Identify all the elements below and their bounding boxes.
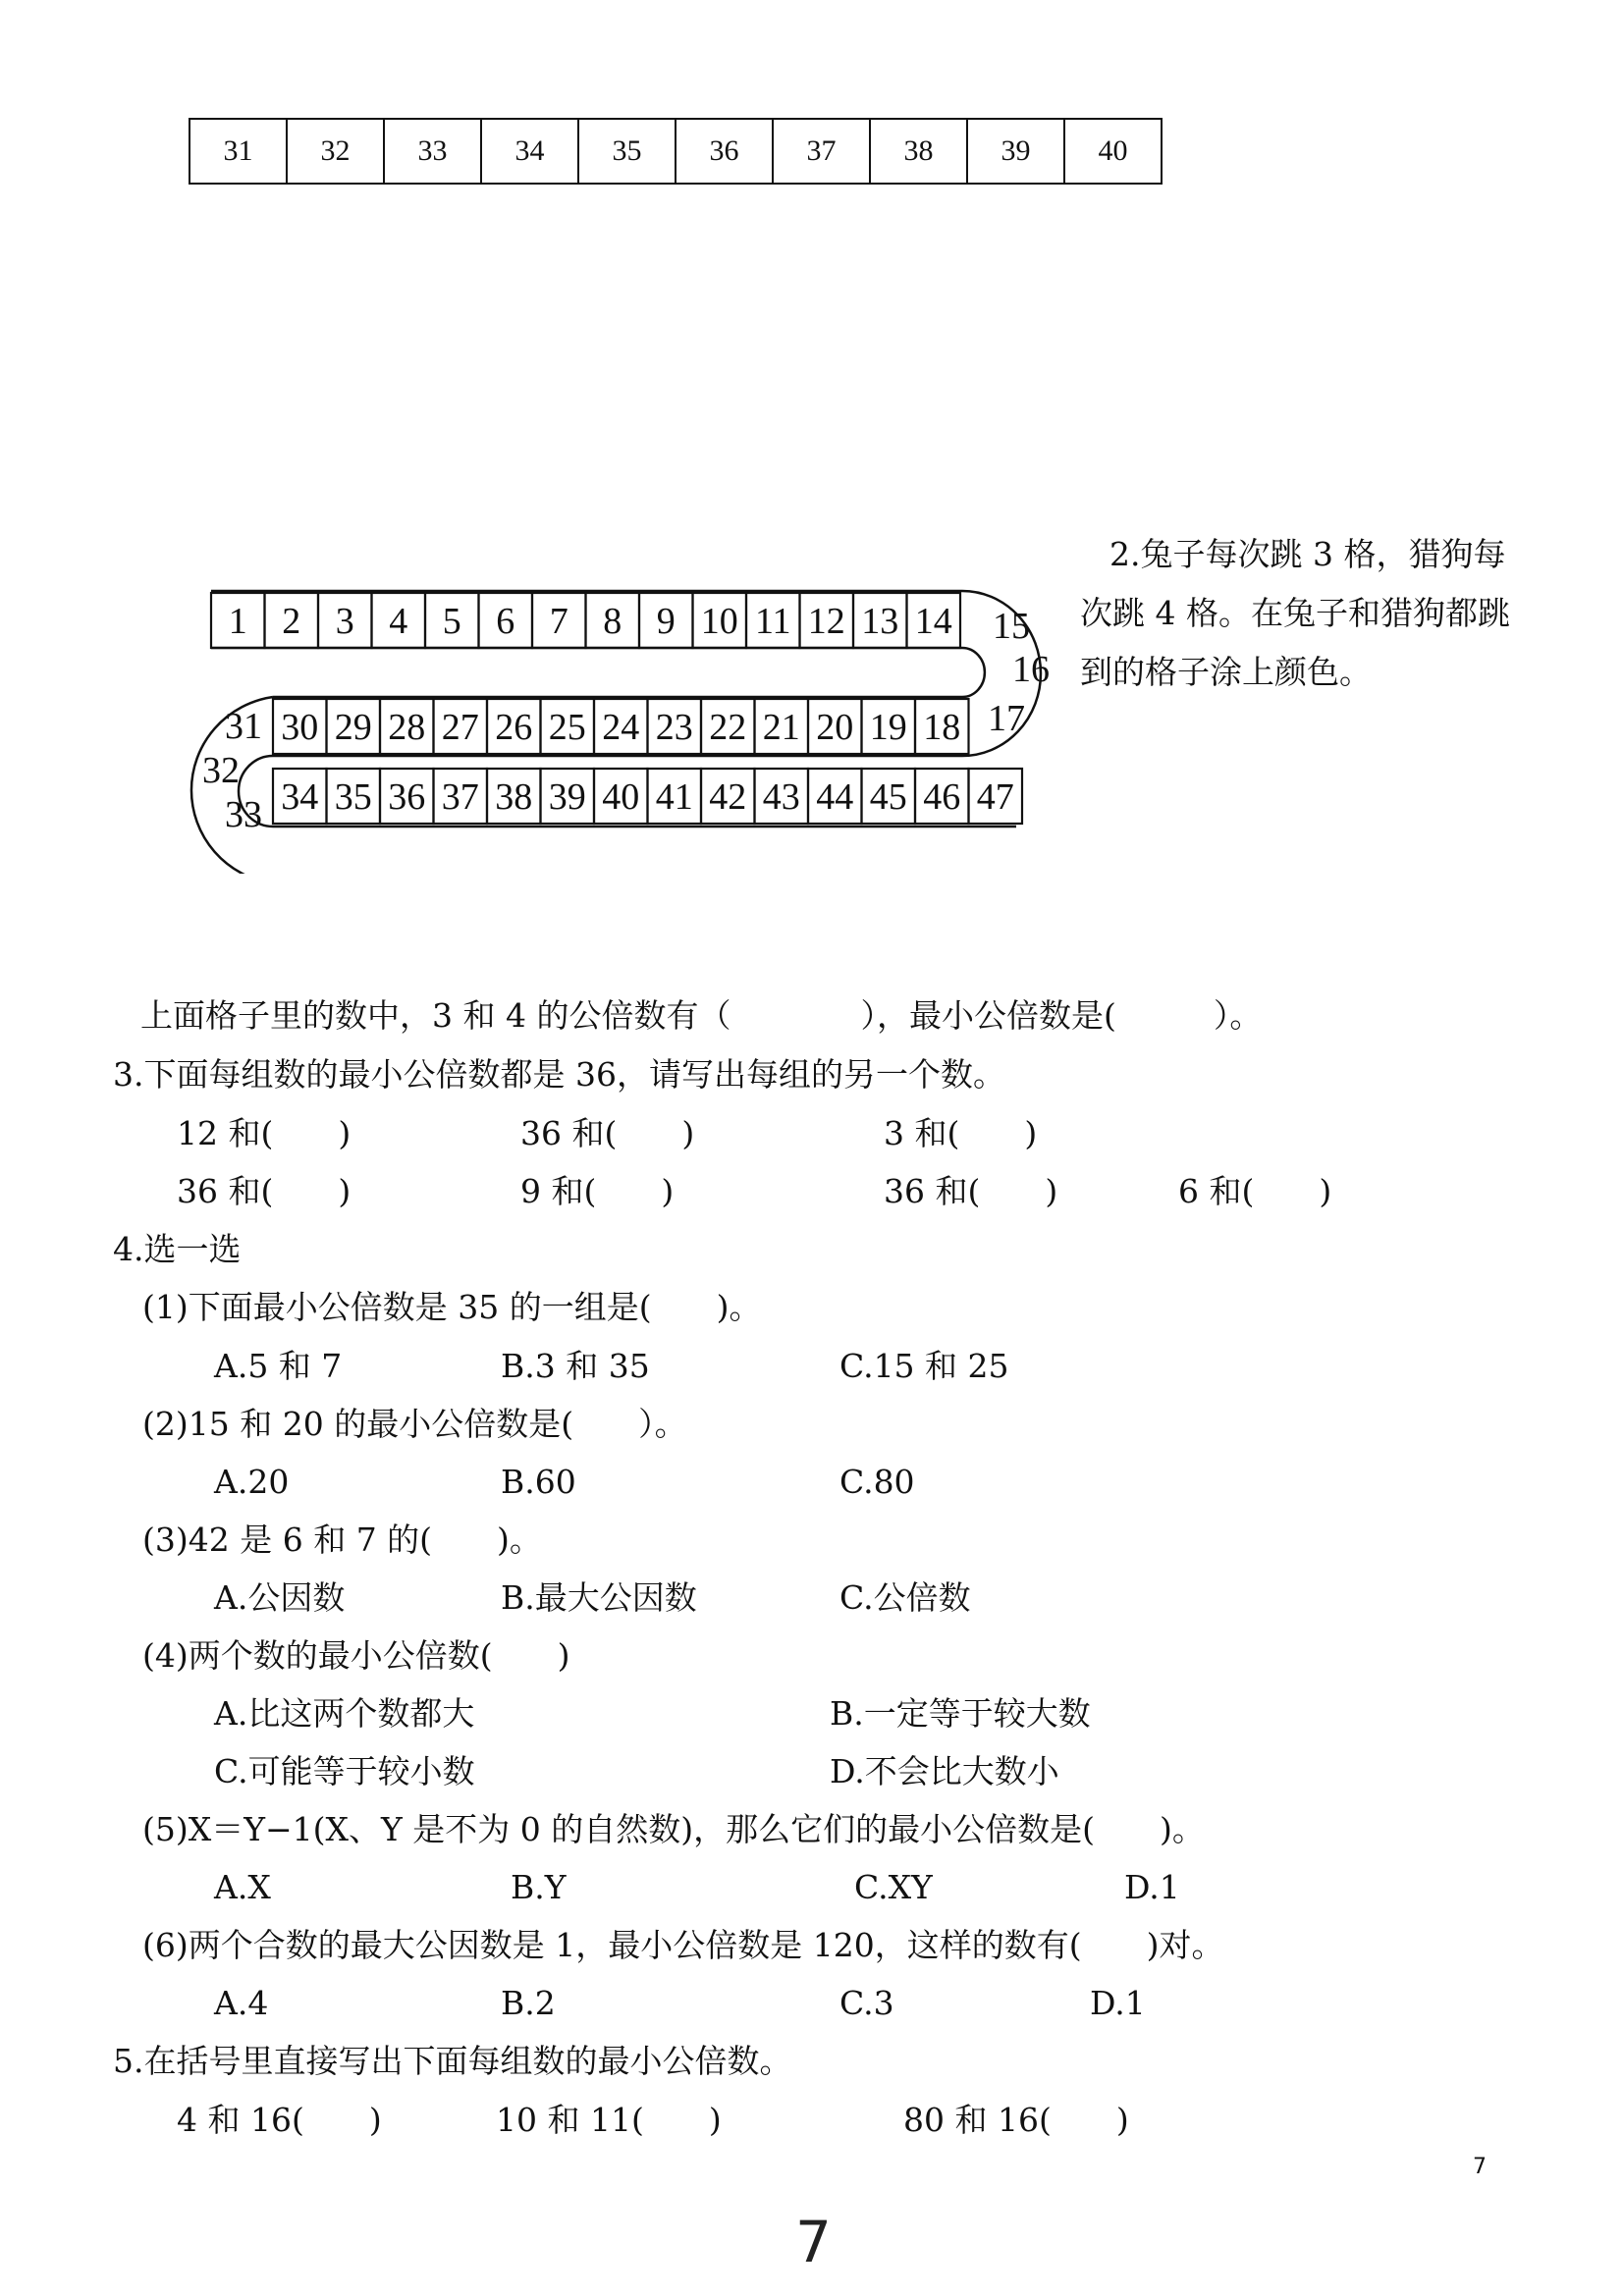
table-cell: 33 bbox=[385, 120, 482, 183]
page-number-large: 7 bbox=[795, 2209, 832, 2275]
board-cell: 10 bbox=[700, 601, 738, 642]
board-cell: 24 bbox=[602, 707, 640, 748]
q4-option: B.Y bbox=[511, 1868, 567, 1906]
table-cell: 37 bbox=[774, 120, 871, 183]
q3-item: 3 和( ) bbox=[884, 1114, 1038, 1152]
board-cell: 43 bbox=[762, 776, 800, 818]
board-cell: 44 bbox=[816, 776, 854, 818]
q4-option: A.5 和 7 bbox=[214, 1347, 343, 1385]
board-cell: 8 bbox=[603, 601, 622, 642]
board-turn-cell: 15 bbox=[993, 606, 1030, 647]
board-cell: 38 bbox=[495, 776, 533, 818]
board-cell: 20 bbox=[816, 707, 854, 748]
q4-question: (6)两个合数的最大公因数是 1，最小公倍数是 120，这样的数有( )对。 bbox=[142, 1926, 1224, 1964]
q5-title: 5.在括号里直接写出下面每组数的最小公倍数。 bbox=[113, 2042, 792, 2080]
board-cell: 41 bbox=[655, 776, 693, 818]
board-cell: 22 bbox=[709, 707, 747, 748]
board-cell: 39 bbox=[548, 776, 586, 818]
table-cell: 40 bbox=[1098, 134, 1128, 167]
board-cell: 14 bbox=[914, 601, 952, 642]
q4-question: (5)X＝Y−1(X、Y 是不为 0 的自然数)，那么它们的最小公倍数是( )。 bbox=[142, 1810, 1205, 1848]
q4-question: (3)42 是 6 和 7 的( )。 bbox=[142, 1521, 542, 1559]
q4-option: B.3 和 35 bbox=[501, 1347, 650, 1385]
board-cell: 36 bbox=[388, 776, 426, 818]
q4-option: A.20 bbox=[214, 1463, 290, 1501]
board-cell: 7 bbox=[549, 601, 568, 642]
board-cell: 6 bbox=[496, 601, 515, 642]
board-cell: 27 bbox=[441, 707, 479, 748]
q4-option: C.可能等于较小数 bbox=[214, 1752, 475, 1790]
q3-item: 6 和( ) bbox=[1178, 1172, 1332, 1210]
board-cell: 37 bbox=[441, 776, 479, 818]
q3-item: 36 和( ) bbox=[884, 1172, 1058, 1210]
q2-line1: 2.兔子每次跳 3 格，猎狗每 bbox=[1109, 535, 1506, 573]
q4-option: A.X bbox=[214, 1868, 271, 1906]
table-cell: 39 bbox=[968, 120, 1065, 183]
board-cell: 35 bbox=[334, 776, 372, 818]
q5-item: 80 和 16( ) bbox=[903, 2101, 1129, 2139]
board-cell: 4 bbox=[389, 601, 408, 642]
board-turn-cell: 17 bbox=[988, 698, 1025, 739]
q4-question: (2)15 和 20 的最小公倍数是( ）。 bbox=[142, 1405, 687, 1443]
board-cell: 46 bbox=[923, 776, 961, 818]
q4-option: D.1 bbox=[1090, 1984, 1146, 2022]
q4-title: 4.选一选 bbox=[113, 1230, 242, 1268]
board-turn-cell: 33 bbox=[225, 794, 262, 835]
q5-item: 10 和 11( ) bbox=[496, 2101, 722, 2139]
q4-option: C.XY bbox=[854, 1868, 933, 1906]
q3-item: 36 和( ) bbox=[177, 1172, 352, 1210]
snake-board bbox=[187, 579, 1051, 874]
board-cell: 2 bbox=[282, 601, 301, 642]
q4-option: A.公因数 bbox=[214, 1578, 346, 1617]
board-cell: 1 bbox=[228, 601, 247, 642]
table-cell: 35 bbox=[579, 120, 676, 183]
board-turn-cell: 31 bbox=[225, 706, 262, 747]
board-cells bbox=[202, 593, 1050, 835]
table-cell: 31 bbox=[190, 120, 288, 183]
q4-option: C.3 bbox=[839, 1984, 894, 2022]
board-cell: 11 bbox=[754, 601, 791, 642]
q4-option: B.60 bbox=[501, 1463, 576, 1501]
board-cell: 34 bbox=[281, 776, 319, 818]
board-cell: 25 bbox=[548, 707, 586, 748]
board-cell: 29 bbox=[334, 707, 372, 748]
table-cell: 34 bbox=[482, 120, 579, 183]
board-cell: 30 bbox=[281, 707, 319, 748]
q3-item: 9 和( ) bbox=[520, 1172, 675, 1210]
board-cell: 45 bbox=[869, 776, 907, 818]
board-cell: 19 bbox=[869, 707, 907, 748]
page-number-small: 7 bbox=[1473, 2155, 1487, 2179]
board-cell: 18 bbox=[923, 707, 961, 748]
table-cell: 38 bbox=[871, 120, 968, 183]
board-cell: 3 bbox=[335, 601, 354, 642]
board-cell: 23 bbox=[655, 707, 693, 748]
board-turn-cell: 32 bbox=[202, 750, 240, 791]
q4-option: C.15 和 25 bbox=[839, 1347, 1009, 1385]
table-cell: 36 bbox=[676, 120, 774, 183]
board-turn-cell: 16 bbox=[1012, 649, 1050, 690]
q4-option: D.1 bbox=[1124, 1868, 1180, 1906]
q3-title: 3.下面每组数的最小公倍数都是 36，请写出每组的另一个数。 bbox=[113, 1055, 1005, 1094]
q2-followup: 上面格子里的数中，3 和 4 的公倍数有（ ），最小公倍数是( ）。 bbox=[140, 996, 1263, 1035]
q2-line2: 次跳 4 格。在兔子和猎狗都跳 bbox=[1080, 594, 1510, 632]
q5-item: 4 和 16( ) bbox=[177, 2101, 382, 2139]
board-cell: 47 bbox=[976, 776, 1014, 818]
q4-option: C.公倍数 bbox=[839, 1578, 971, 1617]
board-cell: 40 bbox=[602, 776, 640, 818]
board-cell: 21 bbox=[762, 707, 800, 748]
board-cell: 5 bbox=[442, 601, 461, 642]
q3-item: 36 和( ) bbox=[520, 1114, 695, 1152]
q4-question: (1)下面最小公倍数是 35 的一组是( )。 bbox=[142, 1288, 762, 1326]
board-cell: 26 bbox=[495, 707, 533, 748]
board-cell: 9 bbox=[656, 601, 676, 642]
table-cell: 32 bbox=[288, 120, 385, 183]
q4-option: A.4 bbox=[214, 1984, 269, 2022]
board-cell: 28 bbox=[388, 707, 426, 748]
q4-question: (4)两个数的最小公倍数( ) bbox=[142, 1636, 570, 1675]
board-cell: 13 bbox=[861, 601, 899, 642]
board-cell: 42 bbox=[709, 776, 747, 818]
q4-option: B.2 bbox=[501, 1984, 556, 2022]
q4-option: A.比这两个数都大 bbox=[214, 1694, 475, 1733]
q4-option: B.最大公因数 bbox=[501, 1578, 697, 1617]
q4-option: D.不会比大数小 bbox=[830, 1752, 1059, 1790]
board-cell: 12 bbox=[807, 601, 845, 642]
number-table-31-40 bbox=[189, 118, 1163, 185]
q2-instructions bbox=[1080, 525, 1512, 702]
q4-option: C.80 bbox=[839, 1463, 915, 1501]
q3-item: 12 和( ) bbox=[177, 1114, 352, 1152]
q2-line3: 到的格子涂上颜色。 bbox=[1080, 653, 1372, 691]
q4-option: B.一定等于较大数 bbox=[830, 1694, 1091, 1733]
